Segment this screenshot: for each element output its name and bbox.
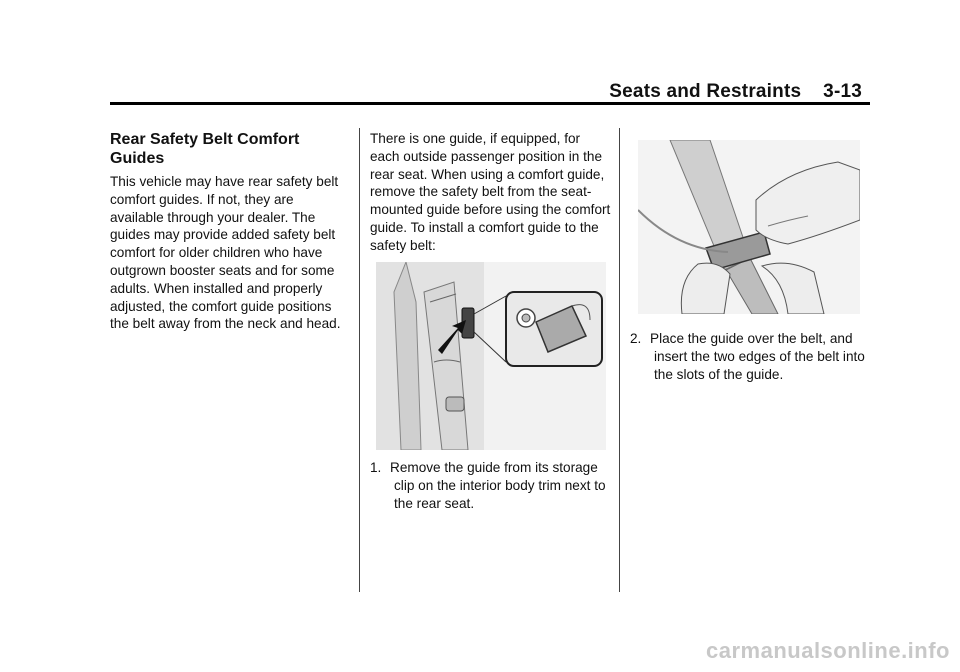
intro-paragraph: This vehicle may have rear safety belt comfort guides. If not, they are available through your dealer. The guides may provide added safety belt comfort for older children who have outgrown booster seats and for some adults. When installed and properly adjusted, the comfort guide positions the belt away from the neck and head.	[110, 174, 341, 332]
step-2	[630, 330, 870, 383]
page-header-title: Seats and Restraints 3-13	[609, 81, 862, 102]
column-divider-2	[619, 128, 620, 592]
step-1-text: Remove the guide from its storage clip on the interior body trim next to the rear seat.	[390, 460, 606, 511]
column-divider-1	[359, 128, 360, 592]
belt-guide-illustration	[638, 140, 860, 314]
install-intro-paragraph: There is one guide, if equipped, for each outside passenger position in the rear seat. When using a comfort guide, remove the safety belt from the seat-mounted guide before using the comfort guide. To install a comfort guide to the safety belt:	[370, 131, 611, 253]
storage-clip-illustration	[376, 262, 606, 450]
step-2-number: 2.	[630, 331, 642, 346]
step-1-number: 1.	[370, 460, 382, 475]
section-heading: Rear Safety Belt Comfort Guides	[110, 131, 300, 167]
step-1	[370, 459, 610, 512]
header-rule	[110, 102, 870, 105]
watermark: carmanualsonline.info	[706, 638, 950, 663]
step-2-text: Place the guide over the belt, and insert the two edges of the belt into the slots of the guide.	[650, 331, 865, 382]
